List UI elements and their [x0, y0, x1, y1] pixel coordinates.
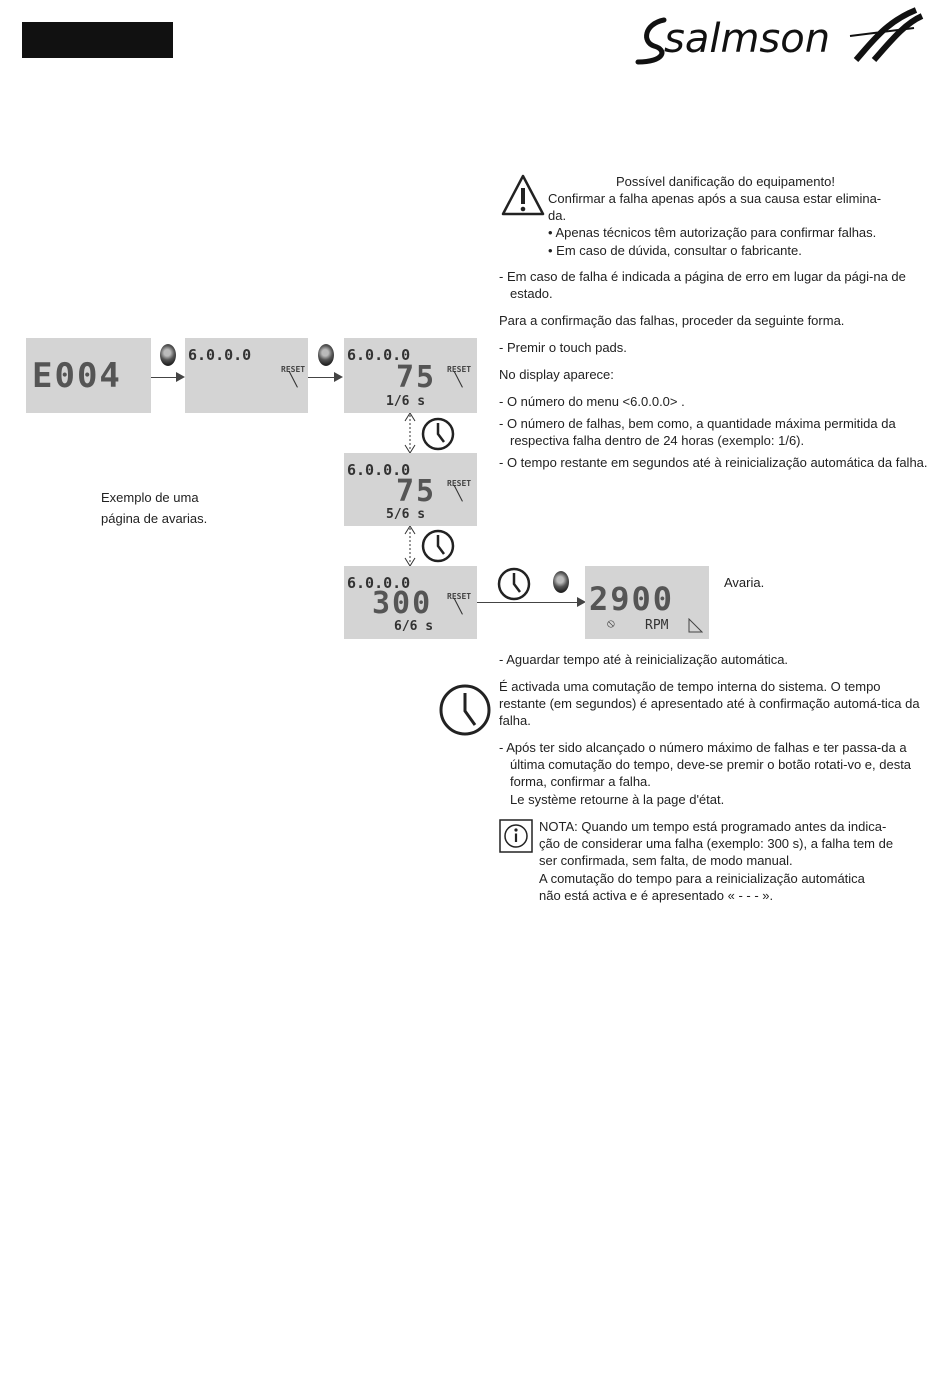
- logo-text: salmson: [664, 16, 831, 62]
- double-arrow-icon: [404, 413, 416, 453]
- paragraph: - O número do menu <6.0.0.0> .: [499, 394, 685, 409]
- paragraph-text: Le système retourne à la page d'état.: [510, 791, 725, 807]
- error-display: [26, 338, 151, 413]
- menu-display: [185, 338, 308, 413]
- note-line: ção de considerar uma falha (exemplo: 300 s), a falha tem de: [539, 836, 894, 852]
- paragraph-text: - Após ter sido alcançado o número máximo de falhas e ter passa-da a última comutação do tempo, deve-se premir o botão rotati-vo e, desta forma, confirmar a falha.: [499, 740, 912, 790]
- paragraph: - Aguardar tempo até à reinicialização automática.: [499, 652, 789, 667]
- arrow-head-icon: [334, 372, 343, 382]
- clock-icon: [496, 566, 532, 602]
- menu-number: 6.0.0.0: [347, 574, 411, 592]
- language-tab: [22, 22, 173, 58]
- touch-pad-icon: [160, 344, 176, 366]
- fault-fraction: 5/6 s: [386, 507, 426, 522]
- figure-caption: [101, 489, 207, 527]
- avaria-label: Avaria.: [724, 575, 765, 590]
- fault-fraction: 1/6 s: [386, 394, 426, 409]
- reset-glyph: ╲: [454, 372, 463, 388]
- curve-icon: [688, 618, 703, 633]
- count-display-3: [344, 566, 477, 639]
- note-line: ser confirmada, sem falta, de modo manual.: [539, 853, 793, 869]
- salmson-logo: [624, 2, 924, 68]
- double-arrow-icon: [404, 526, 416, 566]
- touch-pad-icon: [553, 571, 569, 593]
- clock-icon: [420, 416, 456, 452]
- note-text: [539, 818, 934, 904]
- count-value: 75: [396, 360, 437, 395]
- paragraph: - O tempo restante em segundos até à reinicialização automática da falha.: [499, 455, 928, 470]
- note-line: A comutação do tempo para a reinicialização automática: [539, 870, 865, 886]
- reset-label: RESET: [447, 479, 472, 488]
- caption-line: página de avarias.: [101, 511, 208, 527]
- arrow-head-icon: [176, 372, 185, 382]
- rpm-display: [585, 566, 709, 639]
- note-line: NOTA: Quando um tempo está programado antes da indica-: [539, 819, 887, 834]
- fault-fraction: 6/6 s: [394, 619, 434, 634]
- count-value: 300: [372, 586, 433, 621]
- warning-body: [548, 190, 928, 259]
- warning-line: Confirmar a falha apenas após a sua causa estar elimina-: [548, 191, 882, 206]
- rpm-value: 2900: [589, 580, 675, 618]
- reset-glyph: ╲: [454, 486, 463, 502]
- paragraph: - Premir o touch pads.: [499, 340, 627, 355]
- paragraph: No display aparece:: [499, 367, 614, 382]
- warning-line: da.: [548, 208, 567, 224]
- clock-icon: [420, 528, 456, 564]
- warning-bullet: • Apenas técnicos têm autorização para confirmar falhas.: [548, 225, 877, 241]
- paragraph: [499, 739, 940, 808]
- paragraph: Para a confirmação das falhas, proceder da seguinte forma.: [499, 313, 845, 328]
- reset-label: RESET: [447, 365, 472, 374]
- count-display-1: [344, 338, 477, 413]
- count-value: 75: [396, 474, 437, 509]
- clock-icon: [438, 683, 492, 737]
- fault-symbol-icon: ⦸: [607, 616, 615, 630]
- menu-number: 6.0.0.0: [347, 461, 411, 479]
- caption-line: Exemplo de uma: [101, 490, 199, 505]
- rpm-unit: RPM: [645, 618, 669, 633]
- paragraph: É activada uma comutação de tempo interna do sistema. O tempo restante (em segundos) é apresentado até à confirmação automá-tica da falha.: [499, 679, 920, 729]
- paragraph: - Em caso de falha é indicada a página de erro em lugar da pági-na de estado.: [499, 269, 906, 302]
- reset-glyph: ╲: [454, 599, 463, 615]
- reset-label: RESET: [281, 365, 306, 374]
- note-line: não está activa e é apresentado « - - - ».: [539, 887, 774, 903]
- warning-title: Possível danificação do equipamento!: [616, 174, 835, 189]
- count-display-2: [344, 453, 477, 526]
- menu-number: 6.0.0.0: [188, 346, 252, 364]
- reset-label: RESET: [447, 592, 472, 601]
- touch-pad-icon: [318, 344, 334, 366]
- menu-number: 6.0.0.0: [347, 346, 411, 364]
- warning-bullet: • Em caso de dúvida, consultar o fabricante.: [548, 242, 802, 258]
- arrow: [477, 602, 582, 603]
- reset-glyph: ╲: [289, 372, 298, 388]
- warning-triangle-icon: [501, 174, 545, 216]
- paragraph: - O número de falhas, bem como, a quantidade máxima permitida da respectiva falha dentro de 24 horas (exemplo: 1/6).: [499, 416, 896, 449]
- info-icon: [499, 819, 533, 853]
- error-code: E004: [32, 356, 122, 396]
